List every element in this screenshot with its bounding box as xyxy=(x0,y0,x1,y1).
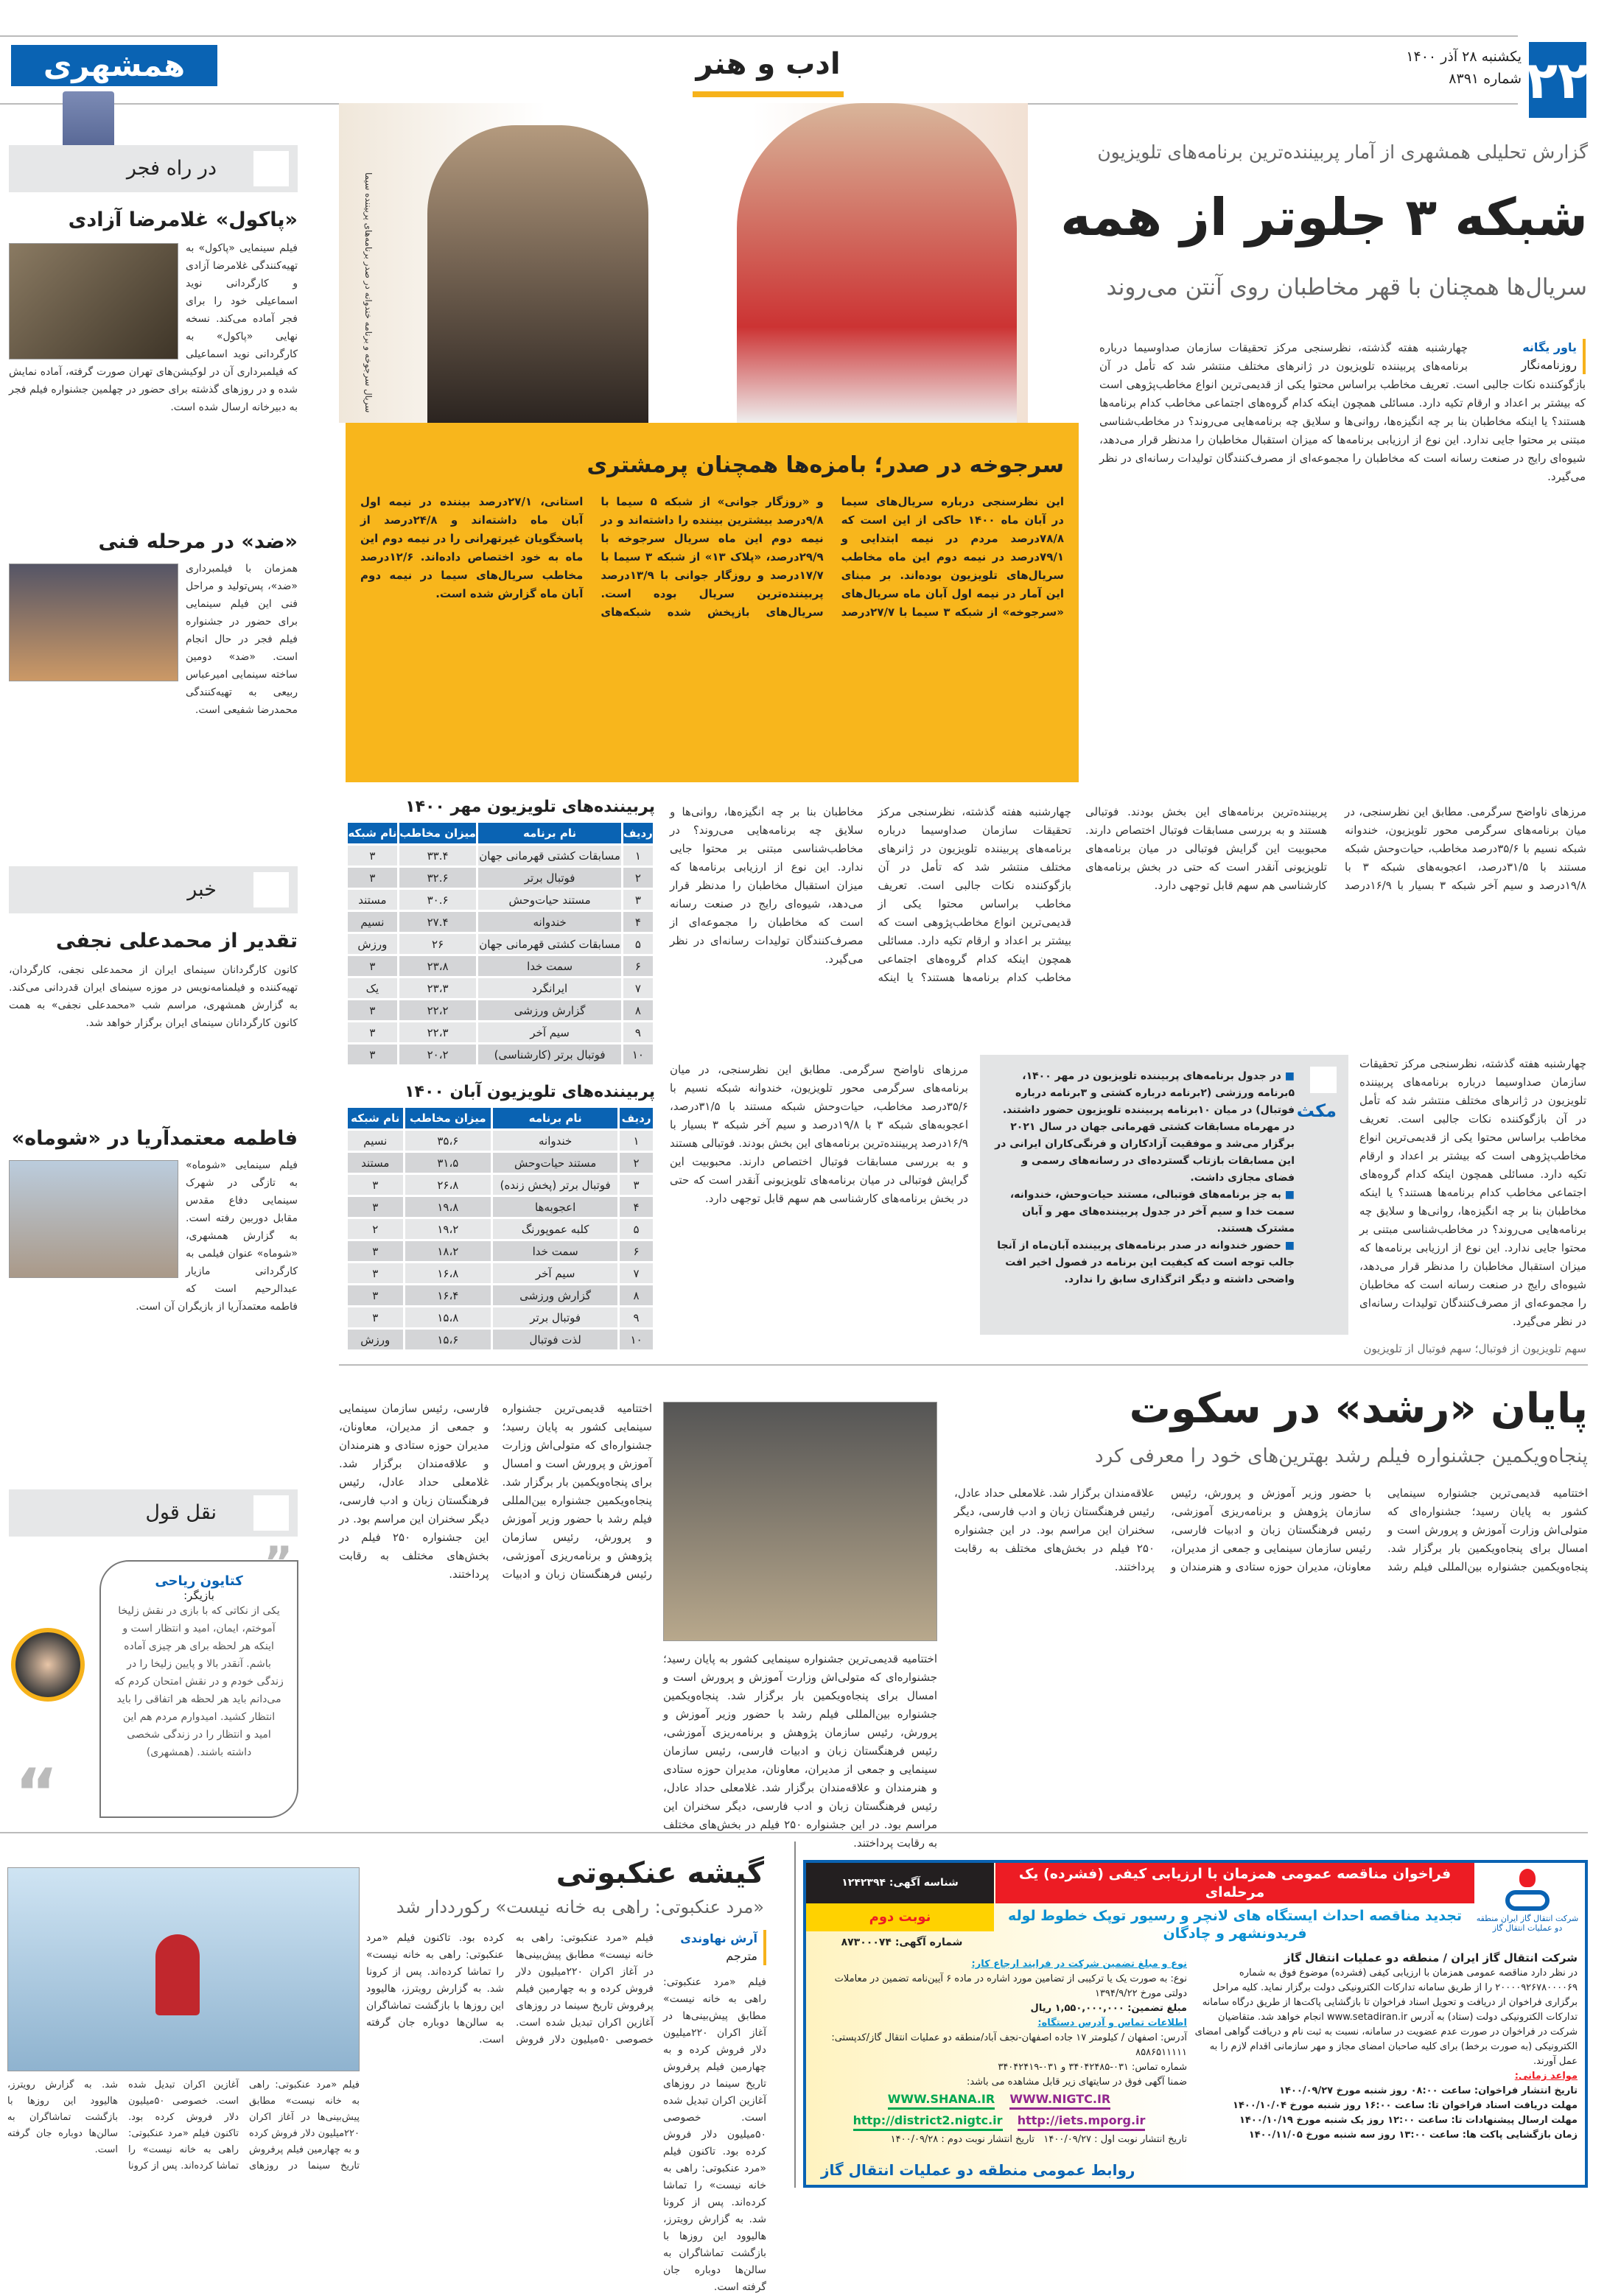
table-cell: ۱ xyxy=(620,1131,653,1151)
table-cell: ۱۶،۴ xyxy=(405,1285,491,1305)
quote-box xyxy=(99,1560,298,1818)
url-link[interactable]: http://district2.nigtc.ir xyxy=(853,2113,1003,2131)
table-cell: ۱۹،۸ xyxy=(405,1197,491,1217)
ad-left-column xyxy=(811,1957,1187,2147)
quote-close-icon: “ xyxy=(15,1755,59,1832)
column-header: نام شبکه xyxy=(348,823,397,843)
column-header: میزان مخاطب xyxy=(399,823,477,843)
mokth-list xyxy=(993,1068,1295,1288)
section-header-news xyxy=(9,866,298,913)
table-cell: سمت خدا xyxy=(493,1241,617,1261)
sidebar-headline: «ضد» در مرحله فنی xyxy=(98,530,298,553)
news-body: کانون کارگردانان سینمای ایران از محمدعلی نجفی، کارگردان، تهیه‌کننده و فیلمنامه‌نویس در موزه سینمای ایران قدردانی می‌کند. به گزارش همشهری، مراسم شب «محمدعلی نجفی» به همت کانون کارگردانان سینمای ایران برگزار خواهد شد. xyxy=(9,964,298,1029)
table-row xyxy=(348,1330,653,1349)
flame-icon xyxy=(1519,1869,1536,1887)
table-cell: ۲۳،۳ xyxy=(399,978,477,998)
table-cell: ۱۵،۸ xyxy=(405,1307,491,1327)
header-rule-top xyxy=(0,35,1518,37)
table-cell: ۸ xyxy=(623,1000,653,1020)
url-list xyxy=(811,2090,1187,2132)
table-cell: سیم آخر xyxy=(478,1022,620,1042)
mokth-item: ■ به جز برنامه‌های فوتبالی، مستند حیات‌وحش، خندوانه، سمت خدا و سیم آخر در جدول پربیننده‌های مهر و آبان مشترک هستند. xyxy=(993,1187,1295,1237)
main-article xyxy=(1099,339,1586,790)
table-cell: خندوانه xyxy=(478,912,620,932)
roshd-subtitle: پنجاه‌ویکمین جشنواره فیلم رشد بهترین‌های خود را معرفی کرد xyxy=(1095,1445,1588,1467)
table-cell: ۷ xyxy=(620,1263,653,1283)
table-cell: ۲۷.۴ xyxy=(399,912,477,932)
ad-round: نوبت دوم xyxy=(806,1903,994,1931)
newspaper-logo: همشهری xyxy=(11,45,217,86)
table-row xyxy=(348,934,653,954)
table-cell: ۴ xyxy=(623,912,653,932)
table-cell: ۳ xyxy=(348,1022,397,1042)
deadline-item: مهلت دریافت اسناد فراخوان تا: ساعت ۱۶:۰۰ روز شنبه مورخ ۱۴۰۰/۱۰/۰۴ xyxy=(1233,2100,1578,2111)
table-row xyxy=(348,978,653,998)
table-cell: ۴ xyxy=(620,1197,653,1217)
table-cell: ۶ xyxy=(620,1241,653,1261)
table-cell: ۳۳.۴ xyxy=(399,846,477,866)
table-cell: مسابقات کشتی قهرمانی جهان xyxy=(478,846,620,866)
actor-photo-left xyxy=(427,125,648,423)
table-cell: لذت فوتبال xyxy=(493,1330,617,1349)
gas-company-logo xyxy=(1476,1869,1579,1933)
section-title: ادب و هنر xyxy=(693,42,844,97)
table-row xyxy=(348,1307,653,1327)
photo-caption: سریال سرجوخه و برنامه خندوانه در صدر برنامه‌های پربیننده سیما xyxy=(363,172,374,412)
table-cell: مسابقات کشتی قهرمانی جهان xyxy=(478,934,620,954)
table-header-row xyxy=(348,1108,653,1128)
table-cell: ۲۲،۳ xyxy=(399,1022,477,1042)
deadlines-title: مواعد زمانی: xyxy=(1514,2071,1578,2082)
ad-footer: روابط عمومی منطقه دو عملیات انتقال گاز xyxy=(821,2161,1135,2179)
ad-company: شرکت انتقال گاز ایران / منطقه دو عملیات انتقال گاز xyxy=(1284,1951,1578,1965)
ad-right-column xyxy=(1194,1950,1578,2143)
article-body: چهارشنبه هفته گذشته، نظرسنجی مرکز تحقیقات سازمان صداوسیما درباره برنامه‌های پربیننده تلویزیون در ژانرهای مختلف منتشر شد که تأمل در آن بازگوکننده نکات جالبی است. تعریف مخاطب براساس محتوا یکی از قدیمی‌ترین انواع مخاطب‌پژوهی است که بیشتر بر اعداد و ارقام تکیه دارد. مسائلی همچون اینکه کدام گروه‌های اجتماعی مخاطب کدام برنامه‌ها هستند؟ یا اینکه مخاطبان بنا بر چه انگیزه‌ها، روانی‌ها و سلایق چه برنامه‌هایی می‌روند؟ در مخاطب‌شناسی مبتنی بر محتوا جایی ندارد. این نوع از ارزیابی برنامه‌ها که میزان استقبال مخاطبان را مدنظر قرار می‌دهد، شیوه‌ای رایج در صنعت رسانه است که مخاطبان را مجموعه‌ای از مصرف‌کنندگان تولیدات رسانه‌ای در نظر می‌گیرد. xyxy=(1099,341,1586,483)
table-cell: ۲۳،۸ xyxy=(399,956,477,976)
table-cell: سیم آخر xyxy=(493,1263,617,1283)
spider-body: فیلم «مرد عنکبوتی: راهی به خانه نیست» مطابق پیش‌بینی‌ها در آغاز اکران ۲۲۰میلیون دلار فروش کرده و به چهارمین فیلم پرفروش تاریخ سینما در روزهای آغازین اکران تبدیل شده است. خصوصی ۵۰میلیون دلار فروش کرده بود. تاکنون فیلم «مرد عنکبوتی: راهی به خانه نیست» را تماشا کرده‌اند. پس از کرونا شد. به گزارش رویترز، هالیوود این روزها با بازگشت تماشاگران به سالن‌ها دوباره جان گرفته است. xyxy=(366,1932,654,2046)
sites-note: ضمنا آگهی فوق در سایتهای زیر قابل مشاهده می باشد: xyxy=(966,2076,1187,2088)
author-role: روزنامه‌نگار xyxy=(1521,358,1577,372)
logo-text: شرکت انتقال گاز ایران منطقه دو عملیات انتقال گاز xyxy=(1476,1914,1579,1933)
table-title: پربیننده‌های تلویزیون مهر ۱۴۰۰ xyxy=(405,798,655,816)
ratings-table-mehr xyxy=(346,821,655,1067)
author-byline xyxy=(1482,339,1586,374)
deadline-item: زمان بازگشایی پاکت ها: ساعت ۱۳:۰۰ روز سه شنبه مورخ ۱۴۰۰/۱۱/۰۵ xyxy=(1248,2130,1578,2141)
ad-subtitle: تجدید مناقصه احداث ایستگاه های لانچر و رسیور توپک خطوط لوله فریدونشهر و چادگان xyxy=(1007,1908,1463,1942)
tender-advertisement xyxy=(803,1860,1588,2188)
table-row xyxy=(348,890,653,910)
table-row xyxy=(348,1175,653,1195)
column-header: میزان مخاطب xyxy=(405,1108,491,1128)
table-cell: ۳ xyxy=(348,1263,403,1283)
deadline-item: مهلت ارسال پیشنهادات تا: ساعت ۱۲:۰۰ روز یک شنبه مورخ ۱۴۰۰/۱۰/۱۹ xyxy=(1239,2115,1578,2126)
deadline-item: تاریخ انتشار فراخوان: ساعت ۰۸:۰۰ روز شنبه مورخ ۱۴۰۰/۰۹/۲۷ xyxy=(1279,2085,1578,2096)
quote-open-icon: ” xyxy=(264,1537,293,1589)
section-square-icon xyxy=(253,1495,289,1531)
guarantee-type: نوع: به صورت یک یا ترکیبی از تضامین مورد اشاره در ماده ۶ آیین‌نامه تضمین در معاملات دولتی مورخ ۱۳۹۴/۹/۲۲ xyxy=(834,1973,1187,1999)
spider-body-2: فیلم «مرد عنکبوتی: راهی به خانه نیست» مطابق پیش‌بینی‌ها در آغاز اکران ۲۲۰میلیون دلار فروش کرده و به چهارمین فیلم پرفروش تاریخ سینما در روزهای آغازین اکران تبدیل شده است. خصوصی ۵۰میلیون دلار فروش کرده بود. تاکنون فیلم «مرد عنکبوتی: راهی به خانه نیست» را تماشا کرده‌اند. پس از کرونا شد. به گزارش رویترز، هالیوود این روزها با بازگشت تماشاگران به سالن‌ها دوباره جان گرفته است. xyxy=(663,1976,766,2293)
table-row xyxy=(348,1285,653,1305)
table-cell: ۲۲،۲ xyxy=(399,1000,477,1020)
sidebar-body xyxy=(9,239,298,512)
table-cell: ۹ xyxy=(623,1022,653,1042)
ad-title: فراخوان مناقصه عمومی همزمان با ارزیابی کیفی (فشرده) یک مرحله‌ای xyxy=(995,1863,1474,1903)
table-cell: ۱۵،۶ xyxy=(405,1330,491,1349)
table-row xyxy=(348,1263,653,1283)
guarantee-amount: مبلغ تضمین: ۱,۵۵۰,۰۰۰,۰۰۰ ریال xyxy=(1030,2003,1187,2014)
section-square-icon xyxy=(253,872,289,907)
author-name: آرش نهاوندی xyxy=(680,1931,757,1945)
table-cell: ۲۶،۸ xyxy=(405,1175,491,1195)
quote-avatar xyxy=(11,1628,85,1702)
mokth-item: ■ حضور خندوانه در صدر برنامه‌های پربیننده آبان‌ماه از آنجا جالب توجه است که کیفیت این برنامه در فصول اخیر افت واضحی داشته و دیگر اثرگذاری سابق را ندارد. xyxy=(993,1237,1295,1288)
article-kicker: گزارش تحلیلی همشهری از آمار پربیننده‌ترین برنامه‌های تلویزیون xyxy=(1097,141,1588,163)
table-cell: ۱۸،۲ xyxy=(405,1241,491,1261)
pub-date-2: تاریخ انتشار نوبت دوم : ۱۴۰۰/۰۹/۲۸ xyxy=(890,2134,1035,2145)
table-cell: ۵ xyxy=(620,1219,653,1239)
spider-subtitle: «مرد عنکبوتی: راهی به خانه نیست» رکورددار شد xyxy=(396,1897,764,1917)
table-cell: ۳ xyxy=(348,1000,397,1020)
table-cell: ۱۰ xyxy=(623,1045,653,1064)
column-header: نام برنامه xyxy=(493,1108,617,1128)
roshd-headline: پایان «رشد» در سکوت xyxy=(1129,1385,1588,1433)
table-row xyxy=(348,1000,653,1020)
table-cell: گزارش ورزشی xyxy=(478,1000,620,1020)
sidebar-headline: فاطمه معتمدآریا در «شوماه» xyxy=(11,1127,298,1150)
table-cell: ۳ xyxy=(348,1045,397,1064)
date-text: یکشنبه ۲۸ آذر ۱۴۰۰ xyxy=(1406,49,1522,65)
sidebar-headline: «پاکول» غلامرضا آزادی xyxy=(68,208,298,231)
ad-phone: شماره تماس: ۰۳۱-۳۴۰۴۲۴۸۵ و ۰۳۱-۳۴۰۴۲۴۱۹ xyxy=(998,2062,1187,2073)
article-body-middle: چهارشنبه هفته گذشته، نظرسنجی مرکز تحقیقات سازمان صداوسیما درباره برنامه‌های پربیننده تلویزیون در ژانرهای مختلف منتشر شد که تأمل در آن بازگوکننده نکات جالبی است. تعریف مخاطب براساس محتوا یکی از قدیمی‌ترین انواع مخاطب‌پژوهی است که بیشتر بر اعداد و ارقام تکیه دارد. مسائلی همچون اینکه کدام گروه‌های اجتماعی مخاطب کدام برنامه‌ها هستند؟ یا اینکه مخاطبان بنا بر چه انگیزه‌ها، روانی‌ها و سلایق چه برنامه‌هایی می‌روند؟ در مخاطب‌شناسی مبتنی بر محتوا جایی ندارد. این نوع از ارزیابی برنامه‌ها که میزان استقبال مخاطبان را مدنظر قرار می‌دهد، شیوه‌ای رایج در صنعت رسانه است که مخاطبان را مجموعه‌ای از مصرف‌کنندگان تولیدات رسانه‌ای در نظر می‌گیرد. xyxy=(670,805,1071,984)
table-cell: سمت خدا xyxy=(478,956,620,976)
article-body-right-column: چهارشنبه هفته گذشته، نظرسنجی مرکز تحقیقات سازمان صداوسیما درباره برنامه‌های پربیننده تلویزیون در ژانرهای مختلف منتشر شد که تأمل در آن بازگوکننده نکات جالبی است. تعریف مخاطب براساس محتوا یکی از قدیمی‌ترین انواع مخاطب‌پژوهی است که بیشتر بر اعداد و ارقام تکیه دارد. مسائلی همچون اینکه کدام گروه‌های اجتماعی مخاطب کدام برنامه‌ها هستند؟ یا اینکه مخاطبان بنا بر چه انگیزه‌ها، روانی‌ها و سلایق چه برنامه‌هایی می‌روند؟ در مخاطب‌شناسی مبتنی بر محتوا جایی ندارد. این نوع از ارزیابی برنامه‌ها که میزان استقبال مخاطبان را مدنظر قرار می‌دهد، شیوه‌ای رایج در صنعت رسانه است که مخاطبان را مجموعه‌ای از مصرف‌کنندگان تولیدات رسانه‌ای در نظر می‌گیرد. xyxy=(1359,1057,1586,1328)
table-cell: مستند حیات‌وحش xyxy=(478,890,620,910)
column-header: نام برنامه xyxy=(478,823,620,843)
ratings-table-aban xyxy=(346,1106,655,1352)
table-cell: ۲ xyxy=(623,868,653,888)
guarantee-title: نوع و مبلغ تضمین شرکت در فرایند ارجاع کار: xyxy=(971,1959,1187,1970)
mokth-box xyxy=(980,1055,1348,1335)
roshd-body-left: اختتامیه قدیمی‌ترین جشنواره سینمایی کشور به پایان رسید؛ جشنواره‌ای که متولی‌اش وزارت آموزش و پرورش است و امسال برای پنجاه‌ویکمین بار برگزار شد. پنجاه‌ویکمین جشنواره بین‌المللی فیلم رشد با حضور وزیر آموزش و پرورش، رئیس سازمان پژوهش و برنامه‌ریزی آموزشی، رئیس فرهنگستان زبان و ادبیات فارسی، رئیس سازمان سینمایی و جمعی از مدیران، معاونان، مدیران حوزه ستادی و هنرمندان و علاقه‌مندان برگزار شد. غلامعلی حداد عادل، رئیس فرهنگستان زبان و ادب فارسی، دیگر سخنران این مراسم بود. در این جشنواره ۲۵۰ فیلم در بخش‌های مختلف به رقابت پرداختند. xyxy=(339,1402,652,1581)
section-header-quote xyxy=(9,1489,298,1537)
table-aban xyxy=(346,1083,655,1352)
yellow-box xyxy=(346,423,1079,782)
mokth-item: ■ در جدول برنامه‌های پربیننده تلویزیون در مهر ۱۴۰۰، ۵برنامه ورزشی (۲برنامه درباره کشتی و ۳برنامه درباره فوتبال) در میان ۱۰برنامه پربیننده تلویزیون حضور داشتند. در مهرماه مسابقات کشتی قهرمانی جهان در سال ۲۰۲۱ برگزار می‌شد و موفقیت آزادکاران و فرنگی‌کاران ایرانی در این مسابقات بازتاب گسترده‌ای در رسانه‌های رسمی و فضای مجازی داشت. xyxy=(993,1068,1295,1187)
spider-headline: گیشه عنکبوتی xyxy=(556,1856,764,1890)
author-role: مترجم xyxy=(726,1949,757,1963)
table-cell: فوتبال برتر (پخش زنده) xyxy=(493,1175,617,1195)
table-cell: ۳ xyxy=(620,1175,653,1195)
table-row xyxy=(348,1045,653,1064)
spider-byline xyxy=(663,1930,766,1965)
float-spacer xyxy=(9,560,186,685)
column-header: ردیف xyxy=(623,823,653,843)
table-cell: ایرانگرد xyxy=(478,978,620,998)
table-cell: نسیم xyxy=(348,1131,403,1151)
deadlines-list xyxy=(1194,2084,1578,2143)
table-cell: کلبه عموپورنگ xyxy=(493,1219,617,1239)
article-body-side: مرزهای ناواضح سرگرمی. مطابق این نظرسنجی، در میان برنامه‌های سرگرمی محور تلویزیون، خندوانه شبکه نسیم با ۳۵/۶درصد مخاطب، حیات‌وحش شبکه مستند با ۳۱/۵درصد، اعجوبه‌های شبکه ۳ با ۱۹/۸درصد و سیم آخر شبکه ۳ بسیار با ۱۶/۹درصد پربیننده‌ترین برنامه‌های این بخش بودند. فوتبالی هستند و به بررسی مسابقات فوتبال اختصاص دارند. محبوبیت این گرایش فوتبالی در میان برنامه‌های تلویزیونی آنقدر است که حتی در بخش برنامه‌های کارشناسی هم سهم قابل توجهی دارد. xyxy=(670,1063,968,1205)
table-cell: ۹ xyxy=(620,1307,653,1327)
yellow-box-headline: سرجوخه در صدر؛ بامزه‌ها همچنان پرمشتری xyxy=(587,452,1064,478)
table-cell: خندوانه xyxy=(493,1131,617,1151)
section-label: در راه فجر xyxy=(126,157,217,180)
section-label: نقل قول xyxy=(145,1501,217,1524)
table-row xyxy=(348,956,653,976)
mokth-label xyxy=(1296,1067,1337,1121)
table-row xyxy=(348,868,653,888)
actor-photo-right xyxy=(737,103,1017,423)
table-row xyxy=(348,1022,653,1042)
yellow-box-body: این نظرسنجی درباره سریال‌های سیما در آبان ماه ۱۴۰۰ حاکی از این است که ۷۸/۸درصد مردم در نیمه ابتدایی و ۷۹/۱درصد در نیمه دوم این ماه مخاطب سریال‌های تلویزیون بوده‌اند. بر مبنای این آمار در نیمه اول آبان ماه سریال‌های «سرجوخه» از شبکه ۳ سیما با ۲۷/۷درصد و «روزگار جوانی» از شبکه ۵ سیما با ۹/۸درصد بیشترین بیننده را داشته‌اند و در نیمه دوم این ماه سریال سرجوخه با ۲۹/۹درصد، «پلاک ۱۳» از شبکه ۳ سیما با ۱۷/۷درصد و روزگار جوانی با ۱۳/۹درصد پربیننده‌ترین سریال بوده است. سریال‌های بازپخش شده شبکه‌های استانی، ۲۷/۱درصد بیننده در نیمه اول آبان ماه داشته‌اند و ۲۴/۸درصد از پاسخگویان غیرتهرانی را در نیمه دوم این ماه به خود اختصاص داده‌اند. ۱۲/۶درصد مخاطب سریال‌های سیما در نیمه دوم آبان ماه گزارش شده است. xyxy=(360,495,1064,619)
table-cell: ورزش xyxy=(348,1330,403,1349)
sidebar-body-text: همزمان با فیلمبرداری «ضد»، پس‌تولید و مراحل فنی این فیلم سینمایی برای حضور در جشنواره فیلم فجر در حال انجام است. «ضد» دومین ساخته سینمایی امیرعباس ربیعی به تهیه‌کنندگی محمدرضا شفیعی است. xyxy=(186,563,298,716)
table-cell: ۳ xyxy=(348,1307,403,1327)
url-link[interactable]: WWW.SHANA.IR xyxy=(888,2091,995,2110)
ad-address: آدرس: اصفهان / کیلومتر ۱۷ جاده اصفهان-نجف آباد/منطقه دو عملیات انتقال گاز/کدپستی: ۸۵۸۶۵۱۱۱۱۱ xyxy=(831,2032,1187,2058)
quote-role: بازیگر: xyxy=(183,1589,214,1602)
table-cell: فوتبال برتر xyxy=(493,1307,617,1327)
float-spacer xyxy=(9,1156,186,1282)
url-link[interactable]: http://iets.mporg.ir xyxy=(1018,2113,1146,2131)
table-row xyxy=(348,1241,653,1261)
table-cell: ۱ xyxy=(623,846,653,866)
table-cell: ۶ xyxy=(623,956,653,976)
roshd-body: اختتامیه قدیمی‌ترین جشنواره سینمایی کشور به پایان رسید؛ جشنواره‌ای که متولی‌اش وزارت آموزش و پرورش است و امسال برای پنجاه‌ویکمین بار برگزار شد. پنجاه‌ویکمین جشنواره بین‌المللی فیلم رشد با حضور وزیر آموزش و پرورش، رئیس سازمان پژوهش و برنامه‌ریزی آموزشی، رئیس فرهنگستان زبان و ادبیات فارسی، رئیس سازمان سینمایی و جمعی از مدیران، معاونان، مدیران حوزه ستادی و هنرمندان و علاقه‌مندان برگزار شد. غلامعلی حداد عادل، رئیس فرهنگستان زبان و ادب فارسی، دیگر سخنران این مراسم بود. در این جشنواره ۲۵۰ فیلم در بخش‌های مختلف به رقابت پرداختند. xyxy=(954,1486,1588,1573)
table-row xyxy=(348,1197,653,1217)
mokth-label-text: مکث xyxy=(1296,1100,1337,1121)
quote-name: کتایون ریاحی xyxy=(155,1573,243,1589)
spiderman-photo xyxy=(7,1867,360,2071)
subhead-football: سهم تلویزیون از فوتبال؛ سهم فوتبال از تلویزیون xyxy=(1363,1342,1586,1355)
table-row xyxy=(348,846,653,866)
table-cell: فوتبال برتر xyxy=(478,868,620,888)
spiderman-figure xyxy=(155,1934,200,2015)
table-cell: ۲۰،۲ xyxy=(399,1045,477,1064)
table-cell: ۳ xyxy=(623,890,653,910)
spider-body-under-photo: فیلم «مرد عنکبوتی: راهی به خانه نیست» مطابق پیش‌بینی‌ها در آغاز اکران ۲۲۰میلیون دلار فروش کرده و به چهارمین فیلم پرفروش تاریخ سینما در روزهای آغازین اکران تبدیل شده است. خصوصی ۵۰میلیون دلار فروش کرده بود. تاکنون فیلم «مرد عنکبوتی: راهی به خانه نیست» را تماشا کرده‌اند. پس از کرونا شد. به گزارش رویترز، هالیوود این روزها با بازگشت تماشاگران به سالن‌ها دوباره جان گرفته است. xyxy=(7,2079,360,2172)
table-header-row xyxy=(348,823,653,843)
table-cell: ۳ xyxy=(348,1241,403,1261)
table-cell: مستند xyxy=(348,1153,403,1173)
table-cell: ۷ xyxy=(623,978,653,998)
ad-number: شماره آگهی: ۸۷۳۰۰۰۷۴ xyxy=(841,1937,963,1948)
table-cell: ۳ xyxy=(348,956,397,976)
issue-date xyxy=(1400,46,1522,90)
table-cell: ۱۶،۸ xyxy=(405,1263,491,1283)
hero-photo xyxy=(339,103,1028,423)
table-cell: ۳۱،۵ xyxy=(405,1153,491,1173)
quote-text: یکی از نکاتی که با بازی در نقش زلیخا آموختم، ایمان، امید و انتظار است و اینکه هر لحظه برای هر چیزی آماده باشم. آنقدر بالا و پایین زلیخا را در زندگی خودم و در نقش امتحان کردم که می‌دانم باید هر لحظه هر اتفاقی را باید انتظار کشید. امیدوارم مردم هم این امید و انتظار را در زندگی شخصی داشته باشند. (همشهری) xyxy=(114,1605,284,1758)
article-subtitle: سریال‌ها همچنان با قهر مخاطبان روی آنتن می‌روند xyxy=(1106,274,1587,301)
url-link[interactable]: WWW.NIGTC.IR xyxy=(1009,2091,1110,2110)
divider xyxy=(0,1832,1588,1833)
article-headline: شبکه ۳ جلوتر از همه xyxy=(1060,187,1588,247)
section-label: خبر xyxy=(187,878,217,901)
vertical-divider xyxy=(794,1842,796,2188)
table-row xyxy=(348,1219,653,1239)
table-cell: ۳ xyxy=(348,846,397,866)
divider xyxy=(339,1364,1588,1366)
author-name: یاور یگانه xyxy=(1522,340,1577,354)
article-body-continued: مرزهای ناواضح سرگرمی. مطابق این نظرسنجی، در میان برنامه‌های سرگرمی محور تلویزیون، خندوانه شبکه نسیم با ۳۵/۶درصد مخاطب، حیات‌وحش شبکه مستند با ۳۱/۵درصد، اعجوبه‌های شبکه ۳ با ۱۹/۸درصد و سیم آخر شبکه ۳ بسیار با ۱۶/۹درصد پربیننده‌ترین برنامه‌های این بخش بودند. فوتبالی هستند و به بررسی مسابقات فوتبال اختصاص دارند. محبوبیت این گرایش فوتبالی در میان برنامه‌های تلویزیونی آنقدر است که حتی در بخش برنامه‌های کارشناسی هم سهم قابل توجهی دارد. xyxy=(1085,805,1586,892)
page-number: ۲۲ xyxy=(1529,42,1586,118)
issue-number: شماره ۸۳۹۱ xyxy=(1449,71,1522,87)
mokth-icon xyxy=(1310,1067,1337,1093)
table-cell: یک xyxy=(348,978,397,998)
ad-id: شناسه آگهی: ۱۲۴۲۳۹۴ xyxy=(806,1863,994,1903)
column-header: نام شبکه xyxy=(348,1108,403,1128)
gas-logo-icon xyxy=(1505,1890,1550,1911)
table-mehr xyxy=(346,798,655,1067)
contact-title: اطلاعات تماس و آدرس دستگاه: xyxy=(1037,2018,1187,2029)
table-cell: ۳ xyxy=(348,1285,403,1305)
sidebar-body xyxy=(9,560,298,854)
sidebar-body-text: فیلم سینمایی «شوماه» به تازگی در شهرک سینمایی دفاع مقدس مقابل دوربین رفته است. به گزارش همشهری، «شوماه» عنوان فیلمی به کارگردانی مازیار عبدالرحیم است که فاطمه معتمدآریا از بازیگران آن است. xyxy=(136,1159,298,1313)
table-cell: ۳۰.۶ xyxy=(399,890,477,910)
table-title: پربیننده‌های تلویزیون آبان ۱۴۰۰ xyxy=(405,1083,655,1101)
table-cell: مستند حیات‌وحش xyxy=(493,1153,617,1173)
news-headline: تقدیر از محمدعلی نجفی xyxy=(55,930,298,952)
roshd-photo xyxy=(663,1402,937,1641)
table-cell: ۲ xyxy=(620,1153,653,1173)
table-row xyxy=(348,912,653,932)
table-cell: فوتبال برتر (کارشناسی) xyxy=(478,1045,620,1064)
table-cell: ۳۲.۶ xyxy=(399,868,477,888)
table-cell: ۳ xyxy=(348,1197,403,1217)
sidebar-body xyxy=(9,1156,298,1466)
float-spacer xyxy=(9,239,186,361)
table-cell: ۸ xyxy=(620,1285,653,1305)
table-row xyxy=(348,1131,653,1151)
table-cell: نسیم xyxy=(348,912,397,932)
table-cell: ۵ xyxy=(623,934,653,954)
table-cell: ۳۵،۶ xyxy=(405,1131,491,1151)
sidebar-body-text: فیلم سینمایی «پاکول» به تهیه‌کنندگی غلامرضا آزادی و کارگردانی نوید اسماعیلی خود را برای فجر آماده می‌کند. نسخه نهایی «پاکول» به کارگردانی نوید اسماعیلی که فیلمبرداری آن در لوکیشن‌های تهران صورت گرفته، آماده نمایش شده و در روزهای گذشته برای حضور در چهلمین جشنواره فیلم فجر به دبیرخانه ارسال شده است. xyxy=(9,242,298,413)
table-cell: ۲ xyxy=(348,1219,403,1239)
ad-intro: در نظر دارد مناقصه عمومی همزمان با ارزیابی کیفی (فشرده) موضوع فوق به شماره ۲۰۰۰۰۹۲۶۷۸۰۰۰۰۶۹ را از طریق سامانه تدارکات الکترونیکی دولت برگزار نماید. کلیه مراحل برگزاری فراخوان از دریافت و تحویل اسناد فراخوان تا بازگشایی پاکت‌ها از طریق درگاه سامانه تدارکات الکترونیکی دولت (ستاد) به آدرس www.setadiran.ir انجام خواهد شد. متقاضیان شرکت در فراخوان در صورت عدم عضویت در سامانه، نسبت به ثبت نام و دریافت گواهی امضای الکترونیکی (به صورت برخط) برای کلیه صاحبان امضای مجاز و مهر سازمانی اقدام لازم را به عمل آورند. xyxy=(1194,1967,1578,2067)
table-cell: گزارش ورزشی xyxy=(493,1285,617,1305)
table-cell: ورزش xyxy=(348,934,397,954)
table-cell: اعجوبه‌ها xyxy=(493,1197,617,1217)
section-header-fajr xyxy=(9,145,298,192)
table-cell: ۲۶ xyxy=(399,934,477,954)
roshd-body-under-photo: اختتامیه قدیمی‌ترین جشنواره سینمایی کشور به پایان رسید؛ جشنواره‌ای که متولی‌اش وزارت آموزش و پرورش است و امسال برای پنجاه‌ویکمین بار برگزار شد. پنجاه‌ویکمین جشنواره بین‌المللی فیلم رشد با حضور وزیر آموزش و پرورش، رئیس سازمان پژوهش و برنامه‌ریزی آموزشی، رئیس فرهنگستان زبان و ادبیات فارسی، رئیس سازمان سینمایی و جمعی از مدیران، معاونان، مدیران حوزه ستادی و هنرمندان و علاقه‌مندان برگزار شد. غلامعلی حداد عادل، رئیس فرهنگستان زبان و ادب فارسی، دیگر سخنران این مراسم بود. در این جشنواره ۲۵۰ فیلم در بخش‌های مختلف به رقابت پرداختند. xyxy=(663,1652,937,1850)
table-cell: مستند xyxy=(348,890,397,910)
table-cell: ۱۰ xyxy=(620,1330,653,1349)
table-cell: ۳ xyxy=(348,868,397,888)
table-cell: ۳ xyxy=(348,1175,403,1195)
section-square-icon xyxy=(253,151,289,186)
table-row xyxy=(348,1153,653,1173)
column-header: ردیف xyxy=(620,1108,653,1128)
pub-date-1: تاریخ انتشار نوبت اول : ۱۴۰۰/۰۹/۲۷ xyxy=(1043,2134,1187,2145)
table-cell: ۱۹،۲ xyxy=(405,1219,491,1239)
